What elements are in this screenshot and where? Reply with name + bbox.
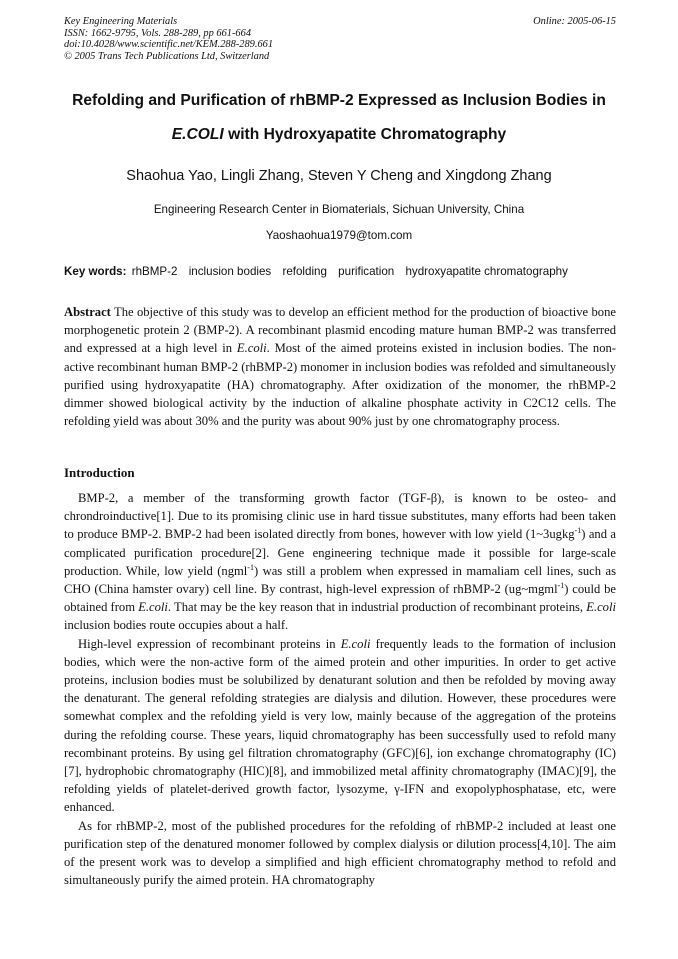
abstract-organism: E.coli (236, 341, 267, 356)
paper-title-line-1: Refolding and Purification of rhBMP-2 Expressed as Inclusion Bodies in (72, 92, 606, 109)
paragraph (64, 817, 616, 890)
abstract-text: The objective of this study was to develop an efficient method for the production of bioactive bone morphogenetic protein 2 (BMP-2). A recombinant plasmid encoding mature human BMP-2 was transferred and expressed at a high level in (64, 305, 616, 356)
paragraph-text: BMP-2, a member of the transforming growth factor (TGF-β), is known to be osteo- and chrondroinductive[1]. Due to its promising clinic use in hard tissue substitutes, many efforts had been taken to produce BMP-2. BMP-2 had been isolated directly from bones, however with low yield (1~3ugkg (64, 491, 616, 542)
paragraph-text: As for rhBMP-2, most of the published procedures for the refolding of rhBMP-2 included at least one purification step of the denatured monomer followed by complex dialysis or dilution process[4,10]. The aim of the present work was to develop a simplified and high efficient chromatography method to refold and simultaneously purify the aimed protein. HA chromatography (64, 818, 616, 888)
paragraph-text: . That may be the key reason that in industrial production of recombinant proteins, (167, 600, 587, 615)
superscript: -1 (557, 580, 565, 590)
superscript: -1 (247, 562, 254, 572)
introduction-body (64, 489, 616, 889)
keyword-item: hydroxyapatite chromatography (405, 265, 568, 278)
issn-line: ISSN: 1662-9795, Vols. 288-289, pp 661-664 (64, 27, 252, 39)
contact-email: Yaoshaohua1979@tom.com (265, 229, 413, 242)
abstract-label: Abstract (64, 305, 111, 319)
copyright-line: © 2005 Trans Tech Publications Ltd, Switzerland (64, 50, 270, 62)
paragraph-text: ) could be obtained from (64, 582, 616, 615)
organism-name: E.coli (138, 600, 168, 615)
keyword-item: refolding (282, 265, 327, 278)
paragraph-text: High-level expression of recombinant proteins in (78, 636, 341, 651)
paragraph-text: ) was still a problem when expressed in mamaliam cell lines, such as CHO (China hamster ovary) cell line. By contrast, high-level expression of rhBMP-2 (ug~mgml (64, 563, 616, 597)
online-date: Online: 2005-06-15 (533, 16, 616, 27)
paragraph-text: inclusion bodies route occupies about a half. (64, 618, 289, 633)
paragraph (64, 489, 616, 635)
author-list: Shaohua Yao, Lingli Zhang, Steven Y Cheng and Xingdong Zhang (126, 168, 552, 184)
superscript: -1 (574, 526, 582, 536)
journal-header (64, 16, 616, 62)
paragraph (64, 635, 616, 817)
organism-name: E.coli (586, 600, 616, 615)
journal-name: Key Engineering Materials (64, 16, 178, 27)
keyword-item: rhBMP-2 (131, 265, 178, 278)
keywords (64, 265, 624, 278)
affiliation: Engineering Research Center in Biomaterials, Sichuan University, China (153, 203, 525, 216)
abstract (64, 303, 616, 430)
paper-title-line-2 (40, 126, 638, 144)
organism-name: E.coli (340, 636, 371, 651)
doi-line: doi:10.4028/www.scientific.net/KEM.288-289.661 (64, 39, 274, 50)
keywords-label: Key words: (64, 265, 127, 278)
keyword-item: purification (338, 265, 395, 278)
paragraph-text: ) and a complicated purification procedure[2]. Gene engineering technique made it possible for large-scale production. While, low yield (ngml (64, 527, 616, 578)
keyword-item: inclusion bodies (188, 265, 272, 278)
title-organism: E.COLI (171, 126, 224, 143)
section-heading-introduction: Introduction (64, 465, 135, 480)
paragraph-text: frequently leads to the formation of inclusion bodies, which were the non-active form of the aimed protein and other impurities. In order to get active proteins, inclusion bodies must be solubilized by denaturant solution and then be refolded by moving away the denaturant. The general refolding strategies are dialysis and dilution. However, these procedures were somewhat complex and the refolding yield is very low, mainly because of the aggregation of the proteins during the refolding course. These years, liquid chromatography has been successfully used to refold many recombinant proteins. By using gel filtration chromatography (GFC)[6], ion exchange chromatography (IC)[7], hydrophobic chromatography (HIC)[8], and immobilized metal affinity chromatography (IMAC)[9], the refolding yields of platelet-derived growth factor, lysozyme, γ-IFN and exopolyphosphatase, etc, were enhanced. (64, 636, 616, 815)
abstract-text: . Most of the aimed proteins existed in inclusion bodies. The non-active recombinant human BMP-2 (rhBMP-2) monomer in inclusion bodies was refolded and simultaneously purified using hydroxyapatite (HA) chromatography. After oxidization of the monomer, the rhBMP-2 dimmer showed biological activity by the induction of alkaline phosphate activity in C2C12 cells. The refolding yield was about 30% and the purity was about 90% just by one chromatography process. (64, 341, 616, 429)
title-rest: with Hydroxyapatite Chromatography (223, 126, 507, 143)
